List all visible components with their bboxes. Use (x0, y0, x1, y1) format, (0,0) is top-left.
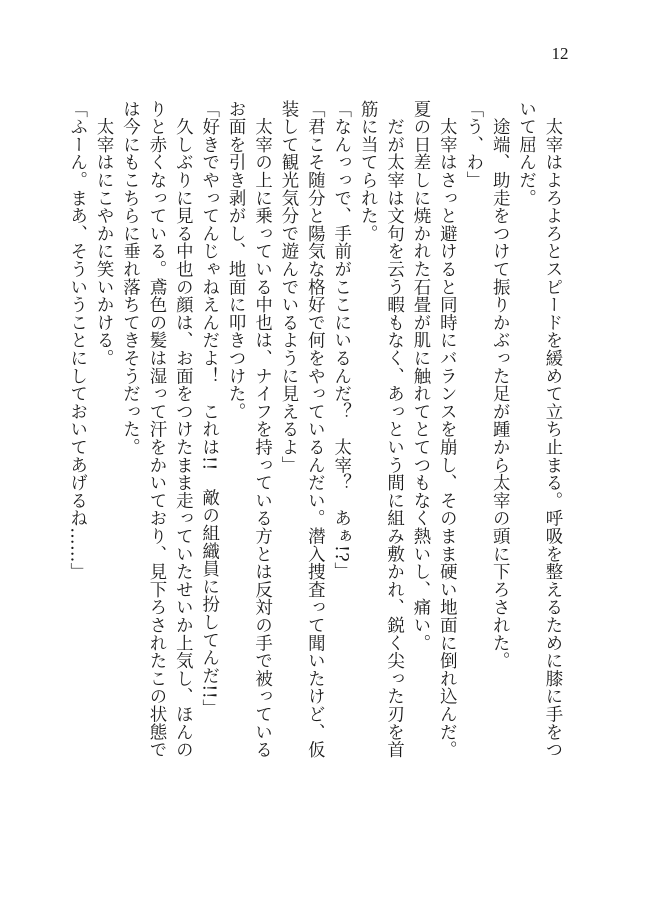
text-line: だが太宰は文句を云う暇もなく、あっという間に組み敷かれ、鋭く尖った刃を首 (383, 100, 404, 759)
text-line: 「ふーん。まあ、そういうことにしておいてあげるね……」 (66, 100, 87, 581)
text-line: 太宰はさっと避けると同時にバランスを崩し、そのまま硬い地面に倒れ込んだ。 (436, 100, 457, 759)
text-line: りと赤くなっている。鳶色の髪は湿って汗をかいており、見下ろされたこの状態で (145, 100, 166, 759)
text-line: 太宰はにこやかに笑いかける。 (93, 100, 114, 367)
text-line: 「君こそ随分と陽気な格好で何をやっているんだい。潜入捜査って聞いたけど、仮 (304, 100, 325, 759)
text-line: 夏の日差しに焼かれた石畳が肌に触れてとてつもなく熱いし、痛い。 (409, 100, 430, 652)
text-line: 太宰はよろよろとスピードを緩めて立ち止まる。呼吸を整えるために膝に手をつ (542, 100, 562, 759)
text-line: 久しぶりに見る中也の顔は、お面をつけたまま走っていたせいか上気し、ほんの (172, 100, 193, 759)
text-line: 装して観光気分で遊んでいるように見えるよ」 (277, 100, 298, 474)
vertical-body-text (66, 100, 565, 860)
text-line: 「う、わ」 (462, 100, 483, 189)
text-line: 筋に当てられた。 (357, 100, 378, 243)
text-line: 途端、助走をつけて振りかぶった足が踵から太宰の頭に下ろされた。 (489, 100, 510, 670)
page-number: 12 (551, 44, 569, 63)
text-line: いて屈んだ。 (515, 100, 536, 207)
text-line: お面を引き剥がし、地面に叩きつけた。 (225, 100, 246, 421)
text-line: 「なんっっで、手前がここにいるんだ？ 太宰？ あぁ!?」 (330, 100, 351, 580)
text-line: 太宰の上に乗っている中也は、ナイフを持っている方とは反対の手で被っている (251, 100, 272, 759)
text-line: は今にもこちらに垂れ落ちてきそうだった。 (119, 100, 140, 456)
text-line: 「好きでやってんじゃねえんだよ！ これは!! 敵の組織員に扮してんだ!!」 (198, 100, 219, 717)
